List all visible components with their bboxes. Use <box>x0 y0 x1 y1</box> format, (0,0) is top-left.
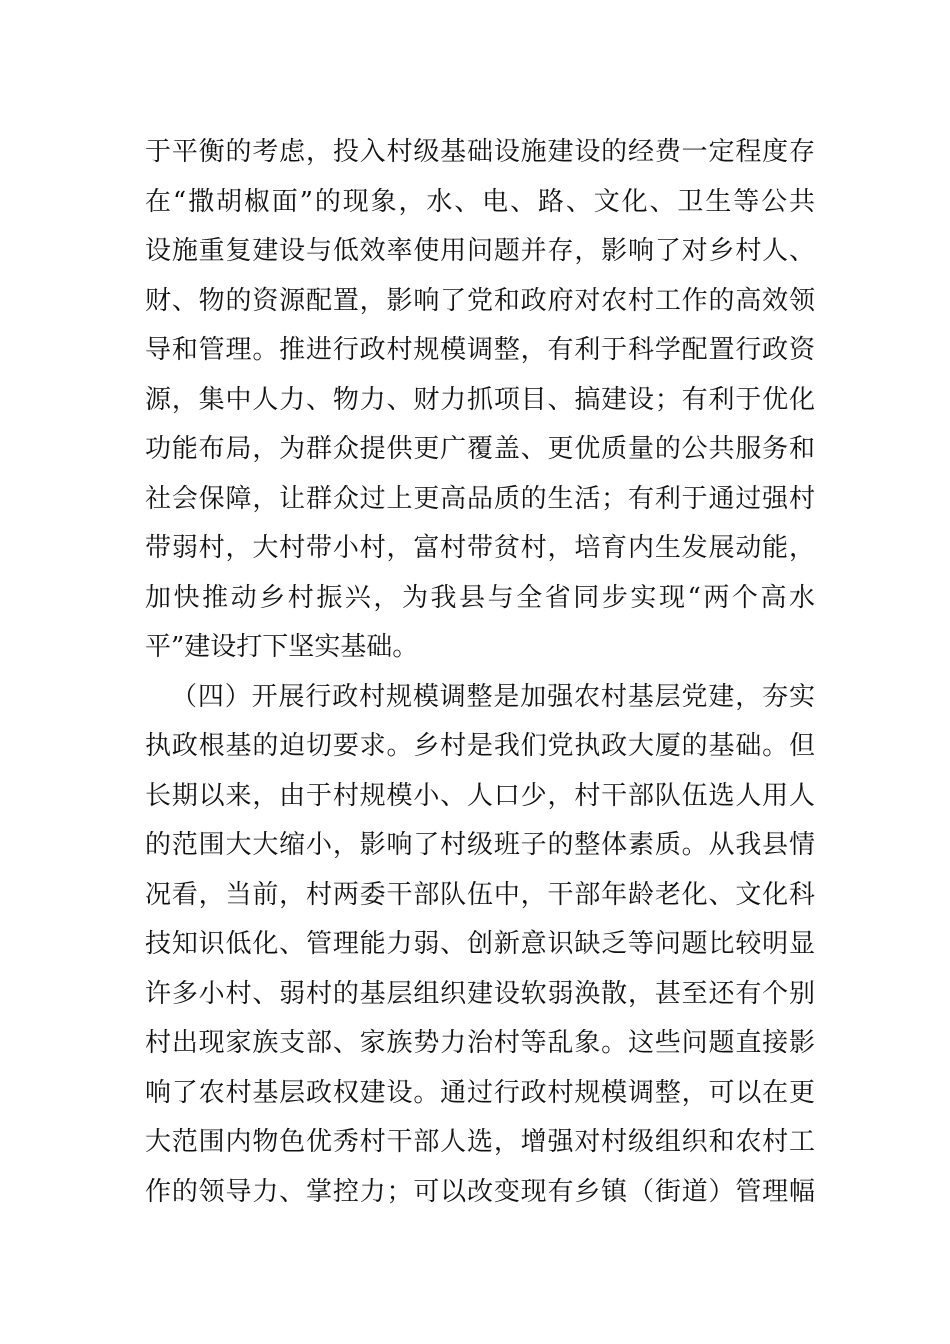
text-line: （四）开展行政村规模调整是加强农村基层党建，夯实 <box>171 681 815 712</box>
text-line: 带弱村，大村带小村，富村带贫村，培育内生发展动能， <box>145 533 815 563</box>
text-line: 况看，当前，村两委干部队伍中，干部年龄老化、文化科 <box>145 879 815 910</box>
text-line: 大范围内物色优秀村干部人选，增强对村级组织和农村工 <box>145 1127 815 1157</box>
text-line: 设施重复建设与低效率使用问题并存，影响了对乡村人、 <box>145 236 815 266</box>
text-line: 技知识低化、管理能力弱、创新意识缺乏等问题比较明显 <box>145 929 815 959</box>
text-line: 的范围大大缩小，影响了村级班子的整体素质。从我县情 <box>145 830 815 860</box>
body-text <box>145 128 815 1217</box>
text-line: 许多小村、弱村的基层组织建设软弱涣散，甚至还有个别 <box>145 978 815 1009</box>
text-line: 响了农村基层政权建设。通过行政村规模调整，可以在更 <box>145 1077 815 1108</box>
text-line: 财、物的资源配置，影响了党和政府对农村工作的高效领 <box>145 285 815 316</box>
paragraph-end-line: 平”建设打下坚实基础。 <box>145 632 419 662</box>
text-line: 作的领导力、掌控力；可以改变现有乡镇（街道）管理幅 <box>145 1176 815 1207</box>
text-line: 功能布局，为群众提供更广覆盖、更优质量的公共服务和 <box>145 434 815 464</box>
text-line: 村出现家族支部、家族势力治村等乱象。这些问题直接影 <box>145 1028 815 1058</box>
text-line: 长期以来，由于村规模小、人口少，村干部队伍选人用人 <box>145 780 815 811</box>
text-line: 执政根基的迫切要求。乡村是我们党执政大厦的基础。但 <box>145 731 815 761</box>
text-line: 于平衡的考虑，投入村级基础设施建设的经费一定程度存 <box>145 137 815 167</box>
text-line: 加快推动乡村振兴，为我县与全省同步实现“两个高水 <box>145 582 815 613</box>
text-line: 社会保障，让群众过上更高品质的生活；有利于通过强村 <box>145 483 815 514</box>
text-line: 源，集中人力、物力、财力抓项目、搞建设；有利于优化 <box>145 384 815 415</box>
text-line: 导和管理。推进行政村规模调整，有利于科学配置行政资 <box>145 335 815 365</box>
text-line: 在“撒胡椒面”的现象，水、电、路、文化、卫生等公共 <box>145 186 815 217</box>
